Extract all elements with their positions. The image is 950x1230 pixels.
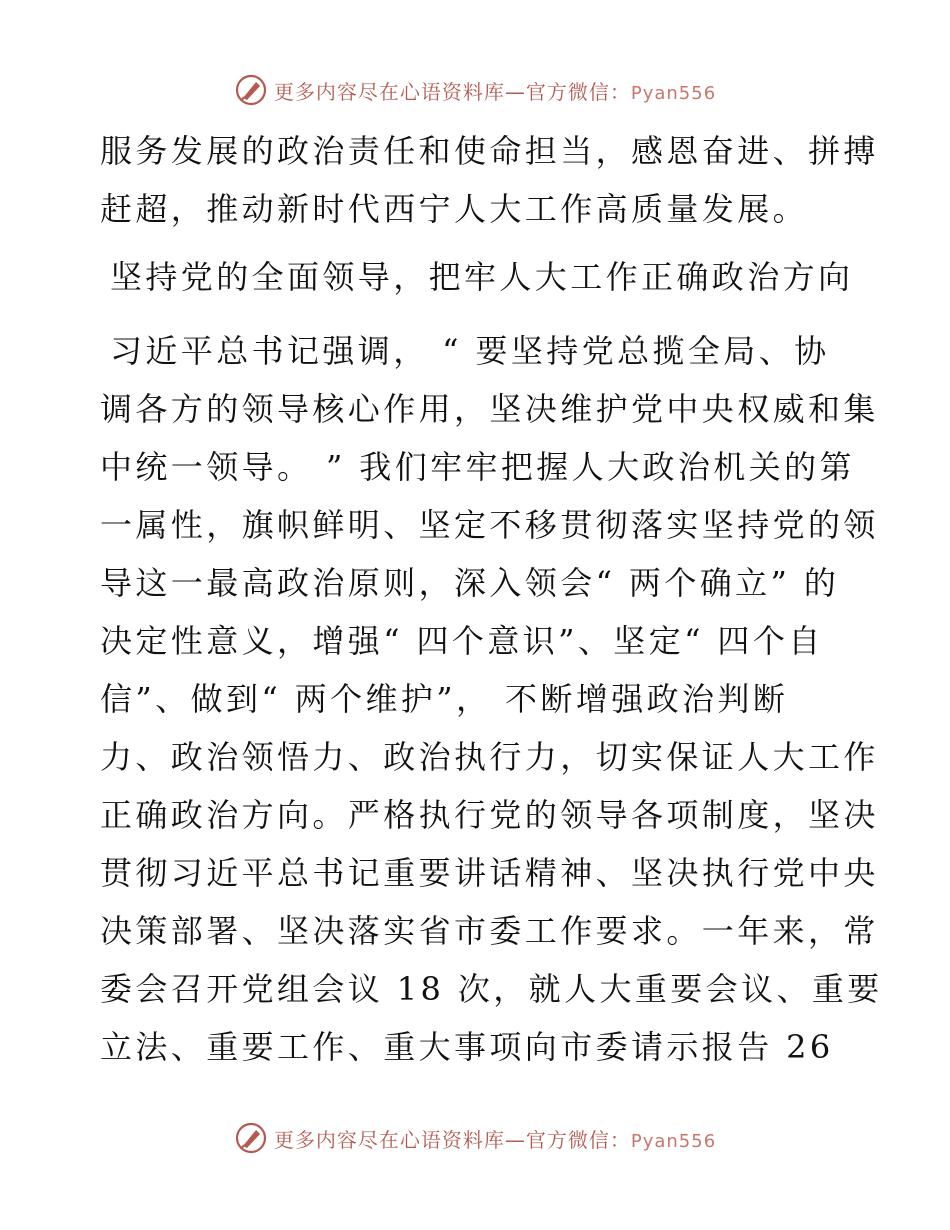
text-line: 服务发展的政治责任和使命担当，感恩奋进、拼搏 xyxy=(100,132,879,170)
text-line: 导这一最高政治原则，深入领会“ 两个确立” 的 xyxy=(100,564,840,602)
wechat-id: Pyan556 xyxy=(630,82,717,104)
text-line: 贯彻习近平总书记重要讲话精神、坚决执行党中央 xyxy=(100,854,879,892)
text-line: 一属性，旗帜鲜明、坚定不移贯彻落实坚持党的领 xyxy=(100,506,879,544)
banner-text: 更多内容尽在心语资料库—官方微信：Pyan556 xyxy=(273,79,717,104)
text-line: 委会召开党组会议 18 次，就人大重要会议、重要 xyxy=(100,970,883,1008)
text-line: 中统一领导。 ” 我们牢牢把握人大政治机关的第 xyxy=(100,448,855,486)
text-line: 决策部署、坚决落实省市委工作要求。一年来，常 xyxy=(100,912,879,950)
paragraph-main xyxy=(100,322,883,1076)
text-line: 决定性意义，增强“ 四个意识”、坚定“ 四个自 xyxy=(100,622,824,660)
banner-text: 更多内容尽在心语资料库—官方微信：Pyan556 xyxy=(273,1127,717,1152)
footer-watermark-banner xyxy=(0,1118,950,1158)
paragraph-continued xyxy=(100,122,879,238)
text-line: 习近平总书记强调， “ 要坚持党总揽全局、协 xyxy=(110,332,830,370)
text-line: 力、政治领悟力、政治执行力，切实保证人大工作 xyxy=(100,738,879,776)
header-watermark-banner xyxy=(0,70,950,110)
quill-pen-logo-icon xyxy=(234,1121,268,1155)
text-line: 立法、重要工作、重大事项向市委请示报告 26 xyxy=(100,1028,834,1066)
text-line: 调各方的领导核心作用，坚决维护党中央权威和集 xyxy=(100,390,879,428)
text-line: 赶超，推动新时代西宁人大工作高质量发展。 xyxy=(100,190,809,228)
text-line: 信”、做到“ 两个维护”， 不断增强政治判断 xyxy=(100,680,789,718)
section-heading: 坚持党的全面领导，把牢人大工作正确政治方向 xyxy=(110,258,854,296)
text-line: 正确政治方向。严格执行党的领导各项制度，坚决 xyxy=(100,796,879,834)
quill-pen-logo-icon xyxy=(234,73,268,107)
document-body xyxy=(100,122,883,1076)
wechat-id: Pyan556 xyxy=(630,1130,717,1152)
